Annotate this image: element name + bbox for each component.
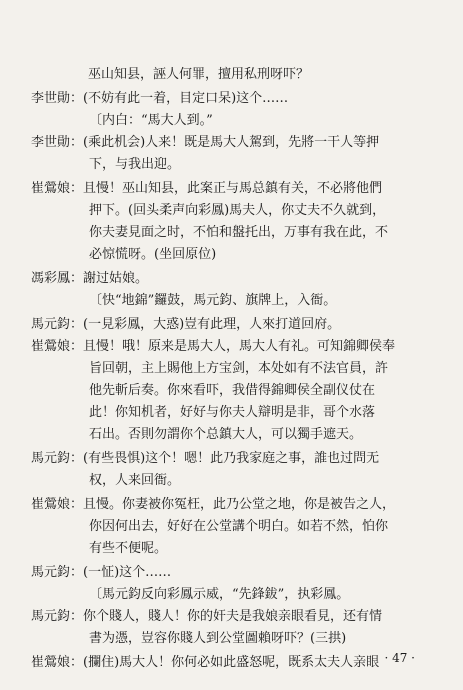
stage-direction: 〔快“地錦”鑼鼓，馬元鈞、旗牌上，入衙。 [89,293,337,308]
text-line: 押下。(回头柔声向彩鳳)馬夫人，你丈夫不久就到， [89,203,386,218]
text-line: 李世勛：(乘此机会)人来！既是馬大人駕到，先將一干人等押 [31,135,380,150]
text-line: 崔鶯娘：且慢！哦！原来是馬大人，馬大人有礼。可知錦卿侯奉 [31,339,396,354]
text-line: 下，与我出迎。 [89,157,181,172]
text-line: 崔鶯娘：且慢！巫山知县，此案正与馬总鎮有关，不必將他們 [31,181,383,196]
text-line: 馬元鈞：(一見彩鳳，大惑)豈有此理，人來打道回府。 [31,317,341,332]
text-line: 此！你知机者，好好与你夫人辯明是非，哥个水落 [89,405,376,420]
text-line: 石出。否則勿謂你个总鎮大人，可以獨手遮天。 [89,427,363,442]
text-line: 書为憑，豈容你賤人到公堂圖賴呀吓？(三拱) [89,631,347,646]
text-line: 他先斬后奏。你來看吓，我借得錦卿侯全副仪仗在 [89,383,376,398]
page-number: · 47 · [384,651,415,665]
text-line: 你夫妻見面之时，不怕和盤托出，万事有我在此，不 [89,225,389,240]
text-line: 馬元鈞：(一怔)这个…… [31,565,172,580]
text-line: 馮彩鳳：謝过姑娘。 [31,271,149,286]
text-line: 权，人来回衙。 [89,473,181,488]
stage-direction: 〔内白：“馬大人到。” [89,113,213,128]
text-line: 巫山知县，誣人何罪，擅用私刑呀吓？ [88,67,310,82]
text-line: 你因何出去，好好在公堂講个明白。如若不然，怕你 [89,519,389,534]
text-line: 有些不便呢。 [89,541,168,556]
text-line: 崔鶯娘：(攔住)馬大人！你何必如此盛怒呢，既系太夫人亲眼 [31,655,380,670]
text-line: 旨回朝，主上賜他上方宝剑，本处如有不法官員，許 [89,361,389,376]
text-line: 崔鶯娘：且慢。你妻被你冤枉，此乃公堂之地，你是被告之人， [31,497,396,512]
text-line: 馬元鈞：你个賤人，賤人！你的奸夫是我娘亲眼看見，还有情 [31,609,383,624]
text-line: 必惊慌呀。(坐回原位) [89,247,217,262]
stage-direction: 〔馬元鈞反向彩鳳示威，“先鋒鈸”，执彩鳳。 [89,587,350,602]
text-line: 馬元鈞：(有些畏惧)这个！嗯！此乃我家庭之事，誰也过問无 [31,451,380,466]
text-line: 李世勛：(不妨有此一着，目定口呆)这个…… [31,91,289,106]
